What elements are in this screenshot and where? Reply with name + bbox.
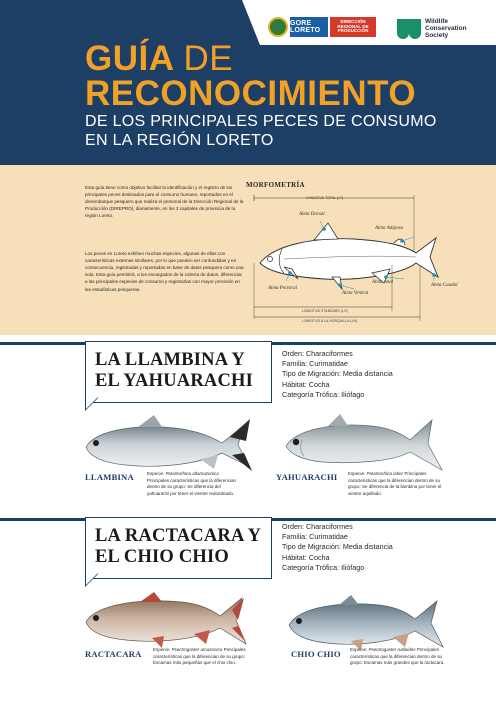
wcs-logo <box>397 19 475 39</box>
label-aleta-anal: Aleta Anal <box>372 280 394 285</box>
page-title-line2: RECONOCIMIENTO <box>85 74 417 113</box>
yahuarachi-fish-image <box>282 412 444 474</box>
label-longitud-total: LONGITUD TOTAL (LT) <box>306 196 344 200</box>
label-aleta-dorsal: Aleta Dorsal <box>299 212 325 217</box>
chio-chio-fish-image <box>285 595 445 653</box>
species-label: Especie: <box>350 647 368 652</box>
morphometry-title: MORFOMETRÍA <box>246 181 305 189</box>
info-categoria: Categoría Trófica: Iliófago <box>282 389 365 399</box>
intro-panel <box>0 165 496 335</box>
label-aleta-pectoral: Aleta Pectoral <box>268 286 298 291</box>
species-name-llambina: Potamorhina altamazonica <box>165 471 219 476</box>
intro-paragraph-2: Los peces en Loreto exhiben muchas especies, algunas de ellas con características externas similares, por lo que pueden ser confundidas y en consecuencia, registradas y reportadas en base de datos pesquera como una sola. Esta guía permitirá, a los encargados de la colecta de datos, diferenciar a las principales especies de consumo y registrarlas con mayor precisión en las estadísticas pesqueras. <box>85 251 244 292</box>
fish-name-llambina: LLAMBINA <box>85 472 134 482</box>
section1-title-line2: EL YAHUARACHI <box>95 371 253 391</box>
fish-name-ractacara: RACTACARA <box>85 649 142 659</box>
label-aleta-adiposa: Aleta Adiposa <box>375 226 404 231</box>
info-orden: Orden: Characiformes <box>282 522 353 531</box>
ractacara-fish-image <box>82 592 248 650</box>
info-habitat: Hábitat: Cocha <box>282 552 330 562</box>
species-label: Especie: <box>348 471 366 476</box>
label-aleta-ventral: Aleta Ventral <box>342 291 369 296</box>
header-banner <box>0 0 496 165</box>
page-title-line1 <box>85 41 233 76</box>
fish-desc-ractacara-text: Principales características que la diferencian de su grupo: Escamas más pequeñas que el chio chio. <box>153 647 246 666</box>
fish-name-chio-chio: CHIO CHIO <box>291 649 341 659</box>
fish-desc-llambina <box>147 471 242 497</box>
morphometry-diagram <box>244 193 476 329</box>
direpro-logo-text: DIRECCIÓN REGIONAL DE PRODUCCIÓN <box>330 17 376 37</box>
seal-icon <box>268 17 288 37</box>
section1-info <box>282 349 393 400</box>
subtitle-line1: DE LOS PRINCIPALES PECES DE CONSUMO <box>85 113 437 130</box>
gore-loreto-logo <box>268 17 376 39</box>
wcs-logo-text: Wildlife Conservation Society <box>425 18 467 39</box>
wcs-mark-icon <box>397 19 421 39</box>
intro-paragraph-1: Esta guía tiene como objetivo facilitar la identificación y el registro de los principales peces destinados para el consumo humano, reportados en el desembarque pesquero que realiza el personal de la Dirección Regional de la Producción (DIREPRO), diariamente, en los 3 capitales de provincia de la región Loreto. <box>85 185 244 219</box>
species-name-yahuarachi: Potamorhina latior <box>366 471 404 476</box>
info-categoria: Categoría Trófica: Iliófago <box>282 562 365 572</box>
fish-desc-llambina-text: Principales características que la diferencian dentro de su grupo: Se diferencia del yahuarachi por tener el vientre redondeado. <box>147 477 237 496</box>
info-familia: Familia: Curimatidae <box>282 359 348 369</box>
fish-desc-ractacara <box>153 647 248 667</box>
title-word-guia: GUÍA <box>85 39 174 78</box>
label-longitud-standard: LONGITUD STANDARD (LS) <box>302 309 348 313</box>
section1-title-line1: LA LLAMBINA Y <box>95 350 245 370</box>
label-longitud-horquilla: LONGITUD A LA HORQUILLA (LH) <box>302 319 358 323</box>
species-label: Especie: <box>153 647 171 652</box>
species-box-1 <box>85 341 272 403</box>
fish-desc-yahuarachi-text: Principales características que la diferencian dentro de su grupo: Se diferencia de la llambina por tener el vientre aquillado. <box>348 471 442 496</box>
fish-desc-yahuarachi <box>348 471 443 497</box>
section2-title-line2: EL CHIO CHIO <box>95 547 229 567</box>
title-word-de: DE <box>183 39 234 78</box>
species-label: Especie: <box>147 471 165 476</box>
species-name-chio-chio: Psectrogaster rutiloides <box>368 647 416 652</box>
info-habitat: Hábitat: Cocha <box>282 379 330 389</box>
species-box-2 <box>85 517 272 579</box>
info-migracion: Tipo de Migración: Media distancia <box>282 369 393 379</box>
llambina-fish-image <box>82 415 254 475</box>
fish-name-yahuarachi: YAHUARACHI <box>276 472 338 482</box>
section2-title-line1: LA RACTACARA Y <box>95 526 262 546</box>
info-migracion: Tipo de Migración: Media distancia <box>282 542 393 552</box>
info-familia: Familia: Curimatidae <box>282 532 348 542</box>
subtitle-line2: EN LA REGIÓN LORETO <box>85 132 274 149</box>
fish-desc-chio-chio <box>350 647 445 667</box>
species-name-ractacara: Psectrogaster amazonica <box>171 647 223 652</box>
info-orden: Orden: Characiformes <box>282 349 353 358</box>
label-aleta-caudal: Aleta Caudal <box>431 283 458 288</box>
gore-logo-text: GORE LORETO <box>290 17 328 37</box>
section2-info <box>282 522 393 573</box>
fish-desc-chio-chio-text: Principales características que la diferencian dentro de su grupo: Escamas más grandes que la ractacara. <box>350 647 445 666</box>
